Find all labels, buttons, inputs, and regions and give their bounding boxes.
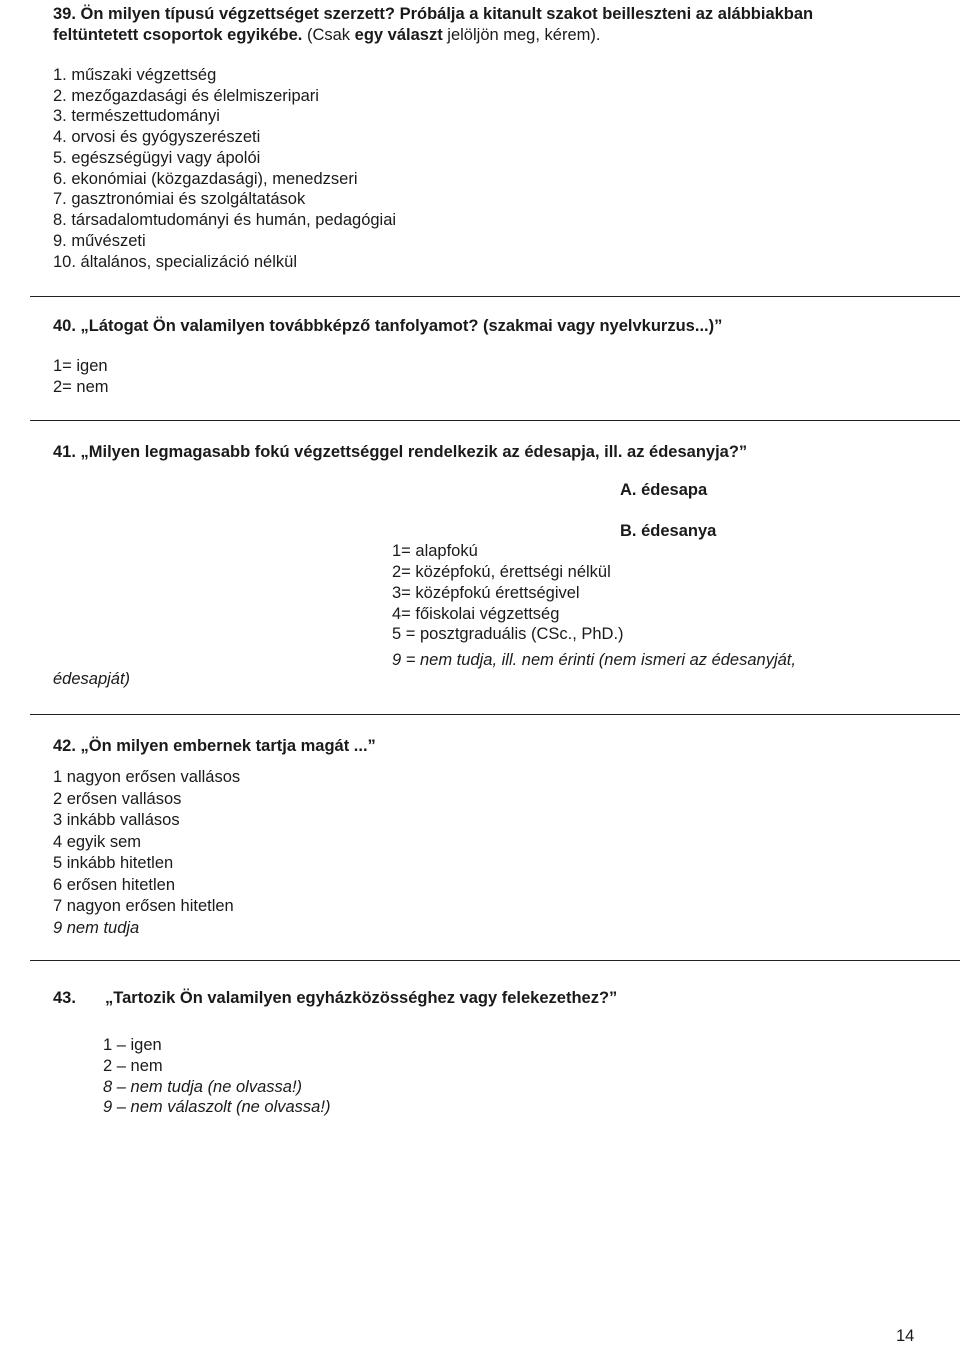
q39-title-line2-bold: feltüntetett csoportok egyikébe. bbox=[53, 26, 303, 44]
q43-number: 43. bbox=[53, 989, 76, 1007]
q40-title: 40. „Látogat Ön valamilyen továbbképző tanfolyamot? (szakmai vagy nyelvkurzus...)” bbox=[53, 317, 723, 335]
q41-option: 4= főiskolai végzettség bbox=[392, 605, 560, 623]
q39-option: 2. mezőgazdasági és élelmiszeripari bbox=[53, 87, 319, 105]
q39-option: 7. gasztronómiai és szolgáltatások bbox=[53, 190, 306, 208]
q41-column-a: A. édesapa bbox=[620, 481, 708, 499]
q39-option: 6. ekonómiai (közgazdasági), menedzseri bbox=[53, 170, 358, 188]
q42-option: 6 erősen hitetlen bbox=[53, 876, 176, 894]
q39-title-line2 bbox=[53, 25, 600, 46]
q43-option: 8 – nem tudja (ne olvassa!) bbox=[103, 1078, 303, 1096]
q43-title: „Tartozik Ön valamilyen egyházközösséghez vagy felekezethez?” bbox=[105, 989, 618, 1007]
q39-option: 9. művészeti bbox=[53, 232, 146, 250]
q42-title: 42. „Ön milyen embernek tartja magát ...” bbox=[53, 737, 376, 755]
q42-option: 7 nagyon erősen hitetlen bbox=[53, 897, 234, 915]
section-divider bbox=[30, 960, 960, 961]
q43-option: 1 – igen bbox=[103, 1036, 162, 1054]
q41-option: 1= alapfokú bbox=[392, 542, 478, 560]
q43-option: 9 – nem válaszolt (ne olvassa!) bbox=[103, 1098, 331, 1116]
q39-option: 4. orvosi és gyógyszerészeti bbox=[53, 128, 261, 146]
q42-option: 1 nagyon erősen vallásos bbox=[53, 768, 241, 786]
q41-option: 3= középfokú érettségivel bbox=[392, 584, 580, 602]
q41-option-9: 9 = nem tudja, ill. nem érinti (nem ismeri az édesanyját, bbox=[392, 651, 796, 669]
q39-title-line1: 39. Ön milyen típusú végzettséget szerzett? Próbálja a kitanult szakot beilleszteni az alábbiakban bbox=[53, 5, 814, 23]
q42-option: 2 erősen vallásos bbox=[53, 790, 182, 808]
section-divider bbox=[30, 296, 960, 297]
q41-column-b: B. édesanya bbox=[620, 522, 717, 540]
section-divider bbox=[30, 420, 960, 421]
q39-option: 3. természettudományi bbox=[53, 107, 220, 125]
q39-title-line2-a: (Csak bbox=[302, 26, 355, 44]
q41-option: 5 = posztgraduális (CSc., PhD.) bbox=[392, 625, 624, 643]
q39-title-line2-emph: egy választ bbox=[354, 26, 443, 44]
q39-option: 1. műszaki végzettség bbox=[53, 66, 217, 84]
q39-option: 10. általános, specializáció nélkül bbox=[53, 253, 297, 271]
q39-option: 8. társadalomtudományi és humán, pedagógiai bbox=[53, 211, 397, 229]
section-divider bbox=[30, 714, 960, 715]
q42-option: 4 egyik sem bbox=[53, 833, 142, 851]
q42-option: 3 inkább vallásos bbox=[53, 811, 180, 829]
q43-option: 2 – nem bbox=[103, 1057, 163, 1075]
q42-option-9: 9 nem tudja bbox=[53, 919, 140, 937]
q39-title-line2-b: jelöljön meg, kérem). bbox=[442, 26, 601, 44]
q41-title: 41. „Milyen legmagasabb fokú végzettséggel rendelkezik az édesapja, ill. az édesanyja?” bbox=[53, 443, 748, 461]
page-number: 14 bbox=[896, 1327, 915, 1345]
q41-option: 2= középfokú, érettségi nélkül bbox=[392, 563, 611, 581]
q40-option: 2= nem bbox=[53, 378, 109, 396]
q42-option: 5 inkább hitetlen bbox=[53, 854, 174, 872]
q40-option: 1= igen bbox=[53, 357, 108, 375]
q39-option: 5. egészségügyi vagy ápolói bbox=[53, 149, 261, 167]
q41-option-9-continued: édesapját) bbox=[53, 670, 131, 688]
